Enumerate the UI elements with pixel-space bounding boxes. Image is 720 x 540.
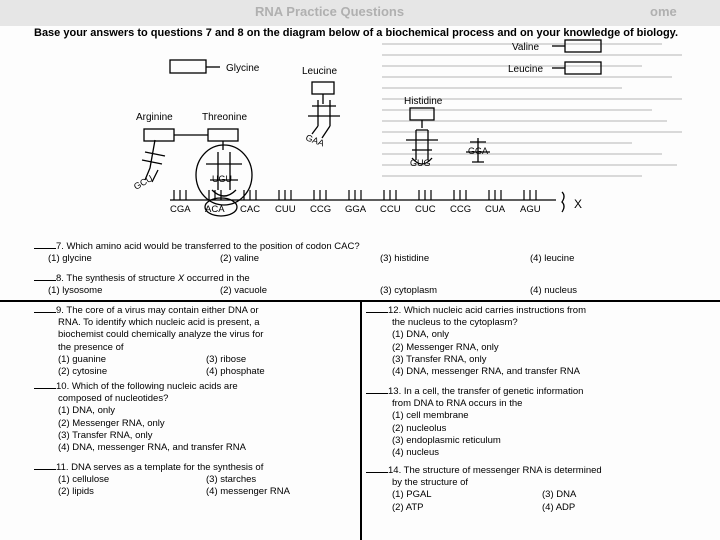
histidine-label: Histidine <box>404 96 443 107</box>
q13-option-3[interactable]: (3) endoplasmic reticulum <box>392 434 501 446</box>
valine-label: Valine <box>512 42 540 53</box>
header-ghost-left: ome <box>650 4 677 19</box>
question-7 <box>34 241 694 265</box>
histidine-box <box>410 108 434 120</box>
codon-label-6: CCU <box>380 204 401 215</box>
q7-stem: 7. Which amino acid would be transferred to the position of codon CAC? <box>56 241 360 252</box>
q10-option-4[interactable]: (4) DNA, messenger RNA, and transfer RNA <box>58 441 246 453</box>
intro-text: Base your answers to questions 7 and 8 on the diagram below of a biochemical process and on your knowledge of biology. <box>34 27 679 39</box>
codon-label-8: CCG <box>450 204 472 215</box>
codon-label-10: AGU <box>520 204 541 215</box>
anticodon-gaa: GAA <box>304 132 326 149</box>
q8-stem-post: occurred in the <box>186 273 250 284</box>
anticodon-gug: GUG <box>410 158 431 168</box>
codon-label-7: CUC <box>415 204 436 215</box>
q14-line-1: 14. The structure of messenger RNA is determined <box>388 465 602 476</box>
anticodon-gcu: GCU <box>132 173 155 192</box>
glycine-label: Glycine <box>226 63 260 74</box>
codon-label-1: ACA <box>205 204 225 215</box>
question-8 <box>34 273 694 297</box>
q12-line-2: the nucleus to the cytoplasm? <box>392 317 518 329</box>
q9-line-1: 9. The core of a virus may contain either DNA or <box>56 305 259 316</box>
arginine-box <box>144 129 174 141</box>
q14-option-3[interactable]: (3) DNA <box>542 489 577 501</box>
leucine-right-box <box>565 62 601 74</box>
codon-label-2: CAC <box>240 204 261 215</box>
threonine-label: Threonine <box>202 112 248 123</box>
q12-option-1[interactable]: (1) DNA, only <box>392 329 450 341</box>
q8-stem-pre: 8. The synthesis of structure <box>56 273 176 284</box>
q8-stem-x: X <box>177 273 185 284</box>
q10-option-2[interactable]: (2) Messenger RNA, only <box>58 417 165 429</box>
q11-option-2[interactable]: (2) lipids <box>58 486 94 498</box>
q13-line-1: 13. In a cell, the transfer of genetic information <box>388 386 584 397</box>
q12-option-4[interactable]: (4) DNA, messenger RNA, and transfer RNA <box>392 365 580 377</box>
q12-option-2[interactable]: (2) Messenger RNA, only <box>392 341 499 353</box>
q7-option-3[interactable]: (3) histidine <box>380 253 430 265</box>
valine-box <box>565 40 601 52</box>
q11-option-4[interactable]: (4) messenger RNA <box>206 486 290 498</box>
q7-option-1[interactable]: (1) glycine <box>48 253 92 265</box>
arginine-label: Arginine <box>136 112 173 123</box>
question-10 <box>34 381 354 454</box>
translation-diagram <box>0 30 720 260</box>
q14-option-1[interactable]: (1) PGAL <box>392 489 432 501</box>
codon-label-3: CUU <box>275 204 296 215</box>
column-divider <box>360 300 362 540</box>
q7-option-4[interactable]: (4) leucine <box>530 253 575 265</box>
q13-line-2: from DNA to RNA occurs in the <box>392 398 523 410</box>
q8-option-3[interactable]: (3) cytoplasm <box>380 285 438 297</box>
q9-option-4[interactable]: (4) phosphate <box>206 365 265 377</box>
codon-label-4: CCG <box>310 204 332 215</box>
q8-option-2[interactable]: (2) vacuole <box>220 285 267 297</box>
anticodon-gga: GGA <box>468 146 489 156</box>
q8-option-4[interactable]: (4) nucleus <box>530 285 577 297</box>
q10-option-3[interactable]: (3) Transfer RNA, only <box>58 429 153 441</box>
q14-option-2[interactable]: (2) ATP <box>392 501 424 513</box>
q8-option-1[interactable]: (1) lysosome <box>48 285 103 297</box>
leucine-trna-box <box>312 82 334 94</box>
question-12 <box>366 305 706 378</box>
q7-option-2[interactable]: (2) valine <box>220 253 260 265</box>
q12-line-1: 12. Which nucleic acid carries instructions from <box>388 305 586 316</box>
q9-line-2: RNA. To identify which nucleic acid is present, a <box>58 317 260 329</box>
q13-option-4[interactable]: (4) nucleus <box>392 446 439 458</box>
leucine-right-label: Leucine <box>508 64 544 75</box>
q9-option-1[interactable]: (1) guanine <box>58 353 107 365</box>
q9-option-2[interactable]: (2) cytosine <box>58 365 108 377</box>
q10-line-2: composed of nucleotides? <box>58 393 169 405</box>
q10-option-1[interactable]: (1) DNA, only <box>58 405 116 417</box>
q12-option-3[interactable]: (3) Transfer RNA, only <box>392 353 487 365</box>
q9-line-4: the presence of <box>58 341 124 353</box>
q14-option-4[interactable]: (4) ADP <box>542 501 576 513</box>
q11-line-1: 11. DNA serves as a template for the synthesis of <box>56 462 264 473</box>
header-ghost-title: RNA Practice Questions <box>255 4 405 19</box>
anticodon-ugu: UGU <box>212 174 232 184</box>
question-11 <box>34 462 354 499</box>
q9-line-3: biochemist could chemically analyze the virus for <box>58 329 264 341</box>
leucine-top-label: Leucine <box>302 66 338 77</box>
question-13 <box>366 386 706 459</box>
q13-option-1[interactable]: (1) cell membrane <box>392 410 469 422</box>
threonine-box <box>208 129 238 141</box>
q9-option-3[interactable]: (3) ribose <box>206 353 247 365</box>
structure-x-label: X <box>574 197 583 211</box>
q11-option-3[interactable]: (3) starches <box>206 474 257 486</box>
glycine-box <box>170 60 206 73</box>
q10-line-1: 10. Which of the following nucleic acids are <box>56 381 238 392</box>
codon-label-0: CGA <box>170 204 191 215</box>
question-14 <box>366 465 706 514</box>
q14-line-2: by the structure of <box>392 477 469 489</box>
codon-label-9: CUA <box>485 204 506 215</box>
codon-label-5: GGA <box>345 204 367 215</box>
question-9 <box>34 305 354 378</box>
q11-option-1[interactable]: (1) cellulose <box>58 474 110 486</box>
q13-option-2[interactable]: (2) nucleolus <box>392 422 447 434</box>
